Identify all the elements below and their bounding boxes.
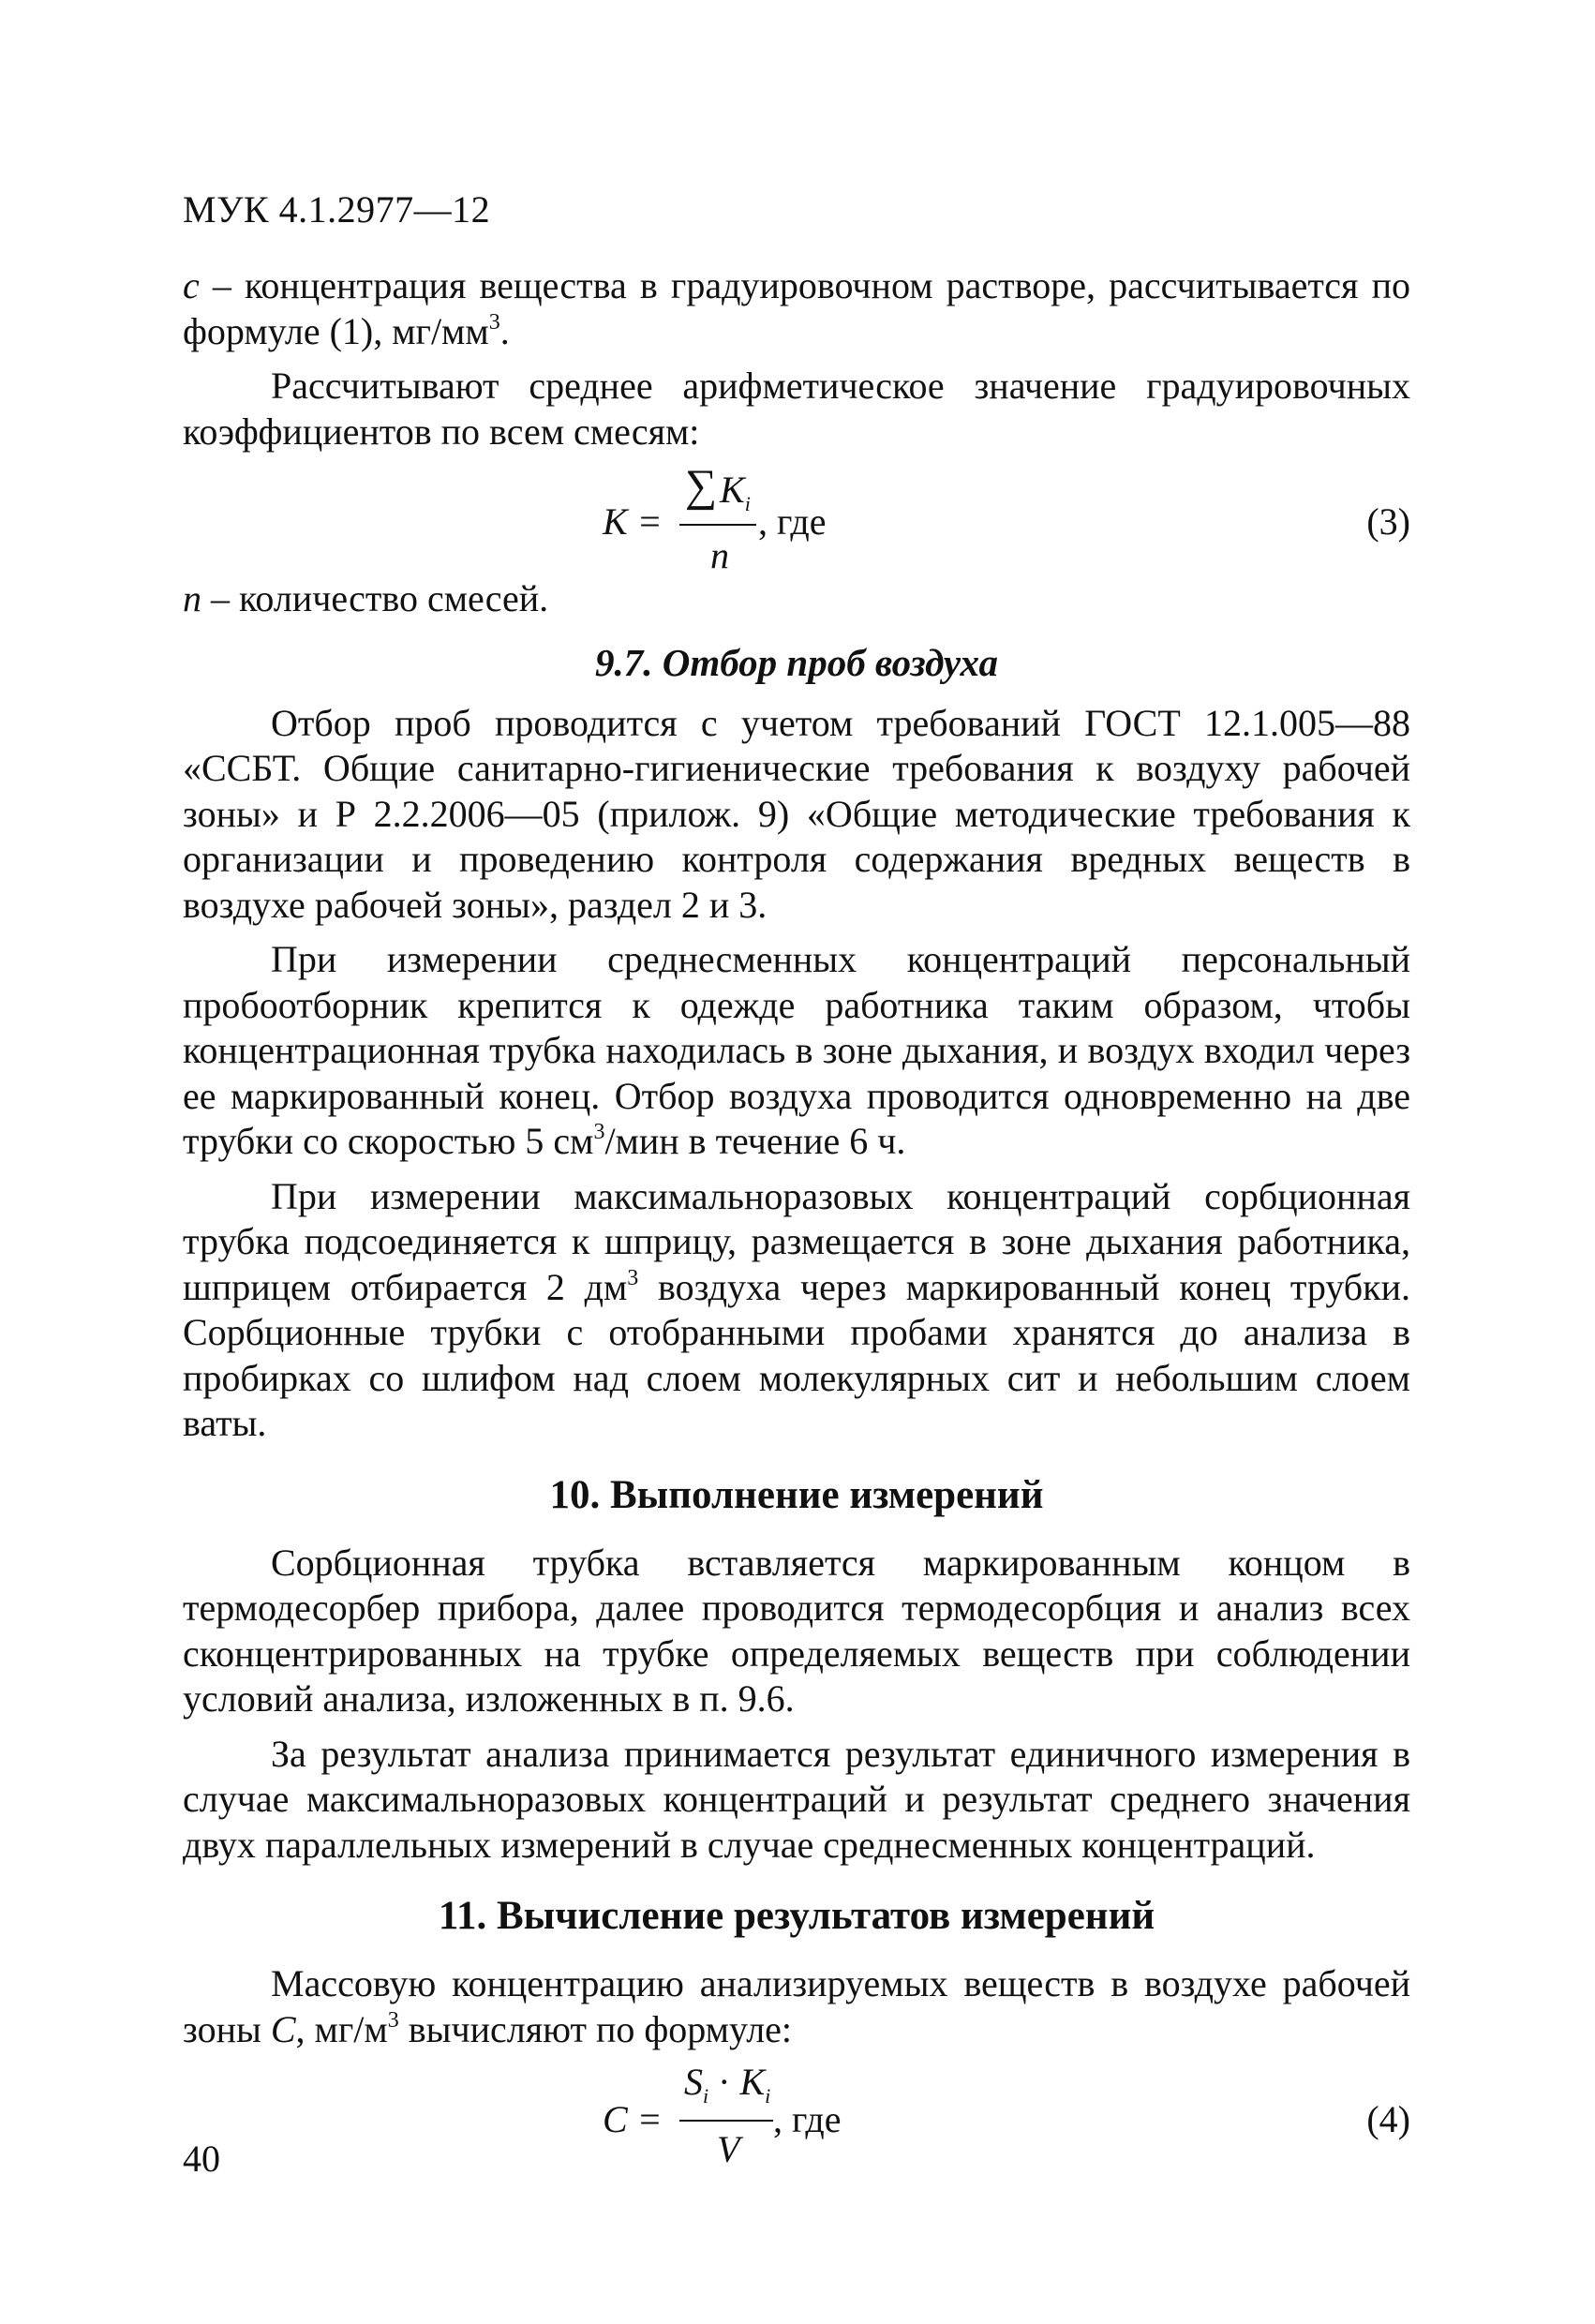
formula-3-lhs: K = [603, 500, 663, 543]
sum-symbol: ∑ [685, 461, 718, 511]
p9b: , мг/м [295, 2007, 388, 2050]
page-number: 40 [183, 2138, 220, 2180]
p5-sup: 3 [593, 1120, 605, 1144]
subsection-heading-9-7: 9.7. Отбор проб воздуха [594, 640, 999, 684]
document-header: МУК 4.1.2977—12 [183, 188, 491, 231]
p6b: воздуха через маркированный конец трубки. Сорбционные трубки с отобранными пробами хранятся до анализа в пробирках со шлифом над слоем молекулярных сит и небольшим слоем ваты. [183, 1265, 1410, 1444]
p1-end: . [499, 309, 510, 352]
formula-4-lhs: C = [603, 2098, 663, 2140]
p1-text: – концентрация вещества в градуировочном растворе, рассчитывается по формуле (1), мг/мм [183, 264, 1410, 352]
formula-4-k: K [739, 2061, 766, 2103]
formula-3-num-k: K [720, 469, 745, 511]
formula-4 [183, 2052, 1410, 2174]
formula-4-s-sub: i [703, 2084, 709, 2108]
formula-3-num [720, 468, 751, 516]
p9-sup: 3 [387, 2007, 399, 2033]
p5b: /мин в течение 6 ч. [604, 1120, 906, 1162]
formula-4-s: S [684, 2061, 703, 2103]
section-heading-11: 11. Вычисление результатов измерений [438, 1894, 1155, 1938]
paragraph-c-definition [183, 263, 1410, 354]
formula-4-where: , где [773, 2098, 842, 2140]
formula-4-label: (4) [1366, 2098, 1410, 2140]
var-C: С [270, 2007, 296, 2050]
paragraph-mean: Рассчитывают среднее арифметическое значение градуировочных коэффициентов по всем смесям: [183, 365, 1410, 453]
paragraph-result: За результат анализа принимается результат единичного измерения в случае максимальноразовых концентраций и результат среднего значения двух параллельных измерений в случае среднесменных концентраций. [183, 1732, 1410, 1866]
paragraph-sampling: Отбор проб проводится с учетом требований ГОСТ 12.1.005—88 «ССБТ. Общие санитарно-гигиенические требования к воздуху рабочей зоны» и Р 2.2.2006—05 (прилож. 9) «Общие методические требования к организации и проведению контроля содержания вредных веществ в воздухе рабочей зоны», раздел 2 и 3. [183, 701, 1410, 926]
p6-sup: 3 [627, 1265, 639, 1290]
formula-3-label: (3) [1366, 500, 1410, 543]
formula-3-den: n [710, 534, 729, 576]
paragraph-n-definition [183, 576, 1410, 622]
formula-4-dot: · [708, 2061, 740, 2103]
p9a: Массовую концентрацию анализируемых веществ в воздухе рабочей зоны [183, 1962, 1410, 2050]
formula-4-k-sub: i [765, 2084, 771, 2108]
paragraph-mass-concentration [183, 1961, 1410, 2052]
p3-text: – количество смесей. [201, 577, 549, 619]
p5a: При измерении среднесменных концентраций персональный пробоотборник крепится к одежде работника таким образом, чтобы концентрационная трубка находилась в зоне дыхания, и воздух входил через ее маркированный конец. Отбор воздуха проводится одновременно на две трубки со скоростью 5 см [183, 938, 1410, 1162]
paragraph-measurement: Сорбционная трубка вставляется маркированным концом в термодесорбер прибора, далее проводится термодесорбция и анализ всех сконцентрированных на трубке определяемых веществ при соблюдении условий анализа, изложенных в п. 9.6. [183, 1541, 1410, 1720]
var-n: n [183, 577, 201, 619]
paragraph-shift-average [183, 937, 1410, 1165]
formula-4-num [684, 2060, 770, 2108]
formula-3-where: , где [758, 500, 827, 543]
p6a: При измерении максимальноразовых концентраций сорбционная трубка подсоединяется к шприцу, размещается в зоне дыхания работника, шприцем отбирается 2 дм [183, 1174, 1410, 1308]
p1-sup: 3 [488, 309, 500, 335]
p9c: вычисляют по формуле: [398, 2007, 793, 2050]
formula-3-num-sub: i [744, 492, 751, 515]
document-page [183, 187, 1410, 2174]
formula-4-den: V [717, 2128, 740, 2170]
formula-3 [183, 454, 1410, 576]
section-heading-10: 10. Выполнение измерений [549, 1472, 1044, 1517]
paragraph-max-single [183, 1174, 1410, 1447]
var-c: с [183, 264, 200, 306]
